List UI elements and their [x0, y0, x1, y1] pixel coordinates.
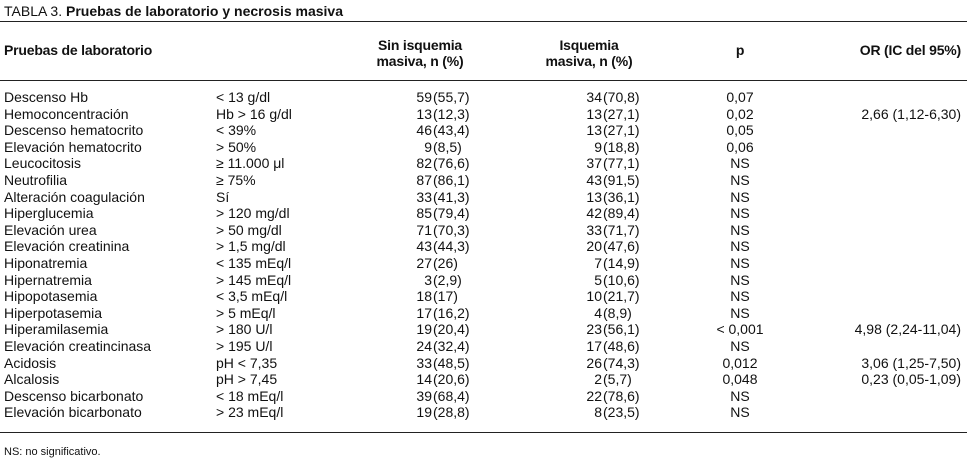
cell-isq-n: 13 — [586, 188, 602, 205]
cell-criterion: pH > 7,45 — [216, 371, 278, 388]
cell-criterion: > 5 mEq/l — [216, 304, 276, 321]
cell-criterion: > 23 mEq/l — [216, 404, 284, 421]
cell-criterion: pH < 7,35 — [216, 354, 278, 371]
table-row — [0, 172, 967, 189]
cell-p: 0,048 — [722, 371, 758, 388]
caption-title: Pruebas de laboratorio y necrosis masiva — [66, 3, 344, 19]
header-rule — [0, 80, 967, 81]
cell-criterion: > 195 U/l — [216, 337, 273, 354]
cell-p: NS — [730, 288, 750, 305]
cell-criterion: ≥ 75% — [216, 171, 256, 188]
cell-isq-n: 2 — [594, 371, 602, 388]
cell-sin-pct: (20,6) — [433, 371, 470, 388]
cell-isq-n: 23 — [586, 321, 602, 338]
cell-test: Elevación bicarbonato — [4, 404, 142, 421]
cell-sin-n: 19 — [416, 404, 432, 421]
cell-isq-n: 43 — [586, 171, 602, 188]
cell-isq-n: 8 — [594, 404, 602, 421]
cell-p: NS — [730, 254, 750, 271]
table-row — [0, 139, 967, 156]
cell-sin-pct: (43,4) — [433, 122, 470, 139]
cell-sin-pct: (76,6) — [433, 155, 470, 172]
cell-criterion: > 50% — [216, 138, 257, 155]
table-row — [0, 238, 967, 255]
cell-sin-pct: (8,5) — [433, 138, 462, 155]
cell-isq-n: 20 — [586, 238, 602, 255]
cell-or: 3,06 (1,25-7,50) — [861, 354, 961, 371]
cell-sin-n: 85 — [416, 205, 432, 222]
cell-sin-pct: (79,4) — [433, 205, 470, 222]
table-row — [0, 404, 967, 421]
cell-isq-pct: (89,4) — [603, 205, 640, 222]
table-row — [0, 371, 967, 388]
cell-p: NS — [730, 238, 750, 255]
cell-sin-n: 14 — [416, 371, 432, 388]
cell-isq-n: 26 — [586, 354, 602, 371]
cell-isq-n: 5 — [594, 271, 602, 288]
cell-test: Hiperglucemia — [4, 205, 94, 222]
cell-isq-pct: (27,1) — [603, 105, 640, 122]
cell-sin-pct: (20,4) — [433, 321, 470, 338]
cell-test: Hiperamilasemia — [4, 321, 109, 338]
cell-sin-n: 46 — [416, 122, 432, 139]
cell-sin-n: 18 — [416, 288, 432, 305]
cell-isq-pct: (23,5) — [603, 404, 640, 421]
cell-p: NS — [730, 304, 750, 321]
cell-p: NS — [730, 404, 750, 421]
cell-or: 0,23 (0,05-1,09) — [861, 371, 961, 388]
cell-isq-n: 33 — [586, 221, 602, 238]
table-row — [0, 205, 967, 222]
cell-sin-n: 19 — [416, 321, 432, 338]
cell-sin-n: 87 — [416, 171, 432, 188]
cell-criterion: > 1,5 mg/dl — [216, 238, 286, 255]
cell-isq-n: 9 — [594, 138, 602, 155]
cell-test: Hipernatremia — [4, 271, 92, 288]
cell-p: NS — [730, 221, 750, 238]
cell-sin-n: 13 — [416, 105, 432, 122]
cell-test: Acidosis — [4, 354, 57, 371]
cell-or: 4,98 (2,24-11,04) — [854, 321, 961, 338]
table-row — [0, 106, 967, 123]
cell-isq-n: 17 — [586, 337, 602, 354]
cell-criterion: > 145 mEq/l — [216, 271, 292, 288]
cell-isq-pct: (78,6) — [603, 387, 640, 404]
cell-sin-n: 59 — [416, 89, 432, 105]
cell-sin-n: 27 — [416, 254, 432, 271]
cell-p: NS — [730, 171, 750, 188]
cell-isq-pct: (36,1) — [603, 188, 640, 205]
cell-isq-pct: (56,1) — [603, 321, 640, 338]
cell-sin-n: 9 — [424, 138, 432, 155]
cell-sin-pct: (16,2) — [433, 304, 470, 321]
cell-criterion: < 39% — [216, 122, 257, 139]
cell-test: Hiperpotasemia — [4, 304, 103, 321]
cell-p: < 0,001 — [716, 321, 764, 338]
cell-test: Descenso Hb — [4, 89, 89, 105]
cell-isq-pct: (10,6) — [603, 271, 640, 288]
table-row — [0, 305, 967, 322]
cell-test: Descenso bicarbonato — [4, 387, 144, 404]
cell-test: Elevación hematocrito — [4, 138, 142, 155]
cell-criterion: < 135 mEq/l — [216, 254, 292, 271]
table-row — [0, 89, 967, 106]
cell-sin-pct: (26) — [433, 254, 458, 271]
cell-p: NS — [730, 155, 750, 172]
cell-isq-pct: (71,7) — [603, 221, 640, 238]
cell-isq-n: 37 — [586, 155, 602, 172]
cell-isq-n: 13 — [586, 122, 602, 139]
cell-isq-n: 10 — [586, 288, 602, 305]
cell-test: Neutrofilia — [4, 171, 68, 188]
table-row — [0, 288, 967, 305]
cell-isq-pct: (18,8) — [603, 138, 640, 155]
cell-sin-n: 24 — [416, 337, 432, 354]
table-row — [0, 338, 967, 355]
cell-isq-pct: (48,6) — [603, 337, 640, 354]
cell-sin-n: 71 — [416, 221, 432, 238]
cell-sin-pct: (2,9) — [433, 271, 462, 288]
cell-isq-n: 13 — [586, 105, 602, 122]
header-isq-line1: Isquemia — [559, 37, 619, 53]
cell-sin-pct: (41,3) — [433, 188, 470, 205]
cell-test: Elevación creatinina — [4, 238, 130, 255]
cell-sin-pct: (12,3) — [433, 105, 470, 122]
table-body — [0, 89, 967, 421]
cell-p: NS — [730, 387, 750, 404]
cell-isq-n: 22 — [586, 387, 602, 404]
cell-sin-n: 33 — [416, 188, 432, 205]
cell-test: Alteración coagulación — [4, 188, 145, 205]
cell-sin-pct: (44,3) — [433, 238, 470, 255]
cell-test: Hemoconcentración — [4, 105, 129, 122]
cell-sin-n: 17 — [416, 304, 432, 321]
header-p: p — [735, 42, 745, 58]
cell-isq-pct: (14,9) — [603, 254, 640, 271]
table-row — [0, 222, 967, 239]
cell-isq-pct: (5,7) — [603, 371, 632, 388]
top-rule — [0, 21, 967, 22]
table-row — [0, 255, 967, 272]
cell-sin-pct: (86,1) — [433, 171, 470, 188]
cell-criterion: Hb > 16 g/dl — [216, 105, 292, 122]
cell-isq-pct: (77,1) — [603, 155, 640, 172]
cell-isq-n: 4 — [594, 304, 602, 321]
cell-criterion: < 3,5 mEq/l — [216, 288, 288, 305]
table-row — [0, 155, 967, 172]
cell-criterion: < 18 mEq/l — [216, 387, 284, 404]
cell-isq-n: 42 — [586, 205, 602, 222]
cell-sin-n: 3 — [424, 271, 432, 288]
cell-criterion: > 120 mg/dl — [216, 205, 290, 222]
cell-p: 0,05 — [726, 122, 754, 139]
header-isquemia — [509, 37, 669, 69]
cell-test: Elevación creatincinasa — [4, 337, 152, 354]
cell-criterion: > 50 mg/dl — [216, 221, 282, 238]
caption-label: TABLA 3. — [4, 3, 63, 19]
cell-sin-pct: (70,3) — [433, 221, 470, 238]
cell-isq-pct: (8,9) — [603, 304, 632, 321]
cell-criterion: ≥ 11.000 μl — [216, 155, 285, 172]
cell-isq-pct: (47,6) — [603, 238, 640, 255]
cell-sin-pct: (28,8) — [433, 404, 470, 421]
cell-sin-n: 39 — [416, 387, 432, 404]
cell-test: Hipopotasemia — [4, 288, 98, 305]
cell-isq-n: 34 — [586, 89, 602, 105]
cell-criterion: Sí — [216, 188, 230, 205]
cell-p: 0,06 — [726, 138, 754, 155]
cell-test: Alcalosis — [4, 371, 60, 388]
cell-sin-pct: (32,4) — [433, 337, 470, 354]
cell-sin-pct: (17) — [433, 288, 458, 305]
cell-p: 0,02 — [726, 105, 754, 122]
header-sin-isquemia — [340, 37, 500, 69]
cell-isq-pct: (21,7) — [603, 288, 640, 305]
table-row — [0, 189, 967, 206]
cell-test: Hiponatremia — [4, 254, 88, 271]
cell-p: 0,012 — [722, 354, 758, 371]
cell-criterion: < 13 g/dl — [216, 89, 271, 105]
cell-criterion: > 180 U/l — [216, 321, 273, 338]
table-row — [0, 122, 967, 139]
bottom-rule — [0, 432, 967, 433]
cell-isq-pct: (91,5) — [603, 171, 640, 188]
cell-isq-pct: (70,8) — [603, 89, 640, 105]
header-isq-line2: masiva, n (%) — [545, 53, 633, 69]
table-row — [0, 355, 967, 372]
cell-sin-n: 33 — [416, 354, 432, 371]
cell-sin-n: 43 — [416, 238, 432, 255]
cell-sin-pct: (55,7) — [433, 89, 470, 105]
cell-p: NS — [730, 205, 750, 222]
cell-or: 2,66 (1,12-6,30) — [861, 105, 961, 122]
cell-p: NS — [730, 337, 750, 354]
footnote: NS: no significativo. — [4, 446, 101, 458]
cell-p: NS — [730, 188, 750, 205]
cell-test: Elevación urea — [4, 221, 97, 238]
cell-p: 0,07 — [726, 89, 754, 105]
cell-sin-pct: (68,4) — [433, 387, 470, 404]
table-row — [0, 388, 967, 405]
cell-isq-n: 7 — [594, 254, 602, 271]
cell-isq-pct: (74,3) — [603, 354, 640, 371]
cell-test: Descenso hematocrito — [4, 122, 144, 139]
table-caption — [4, 3, 343, 19]
header-or: OR (IC del 95%) — [859, 42, 961, 58]
cell-sin-n: 82 — [416, 155, 432, 172]
cell-isq-pct: (27,1) — [603, 122, 640, 139]
header-sin-line2: masiva, n (%) — [376, 53, 464, 69]
header-test: Pruebas de laboratorio — [4, 42, 153, 58]
cell-test: Leucocitosis — [4, 155, 82, 172]
header-sin-line1: Sin isquemia — [378, 37, 462, 53]
cell-sin-pct: (48,5) — [433, 354, 470, 371]
table-row — [0, 272, 967, 289]
table-row — [0, 321, 967, 338]
cell-p: NS — [730, 271, 750, 288]
